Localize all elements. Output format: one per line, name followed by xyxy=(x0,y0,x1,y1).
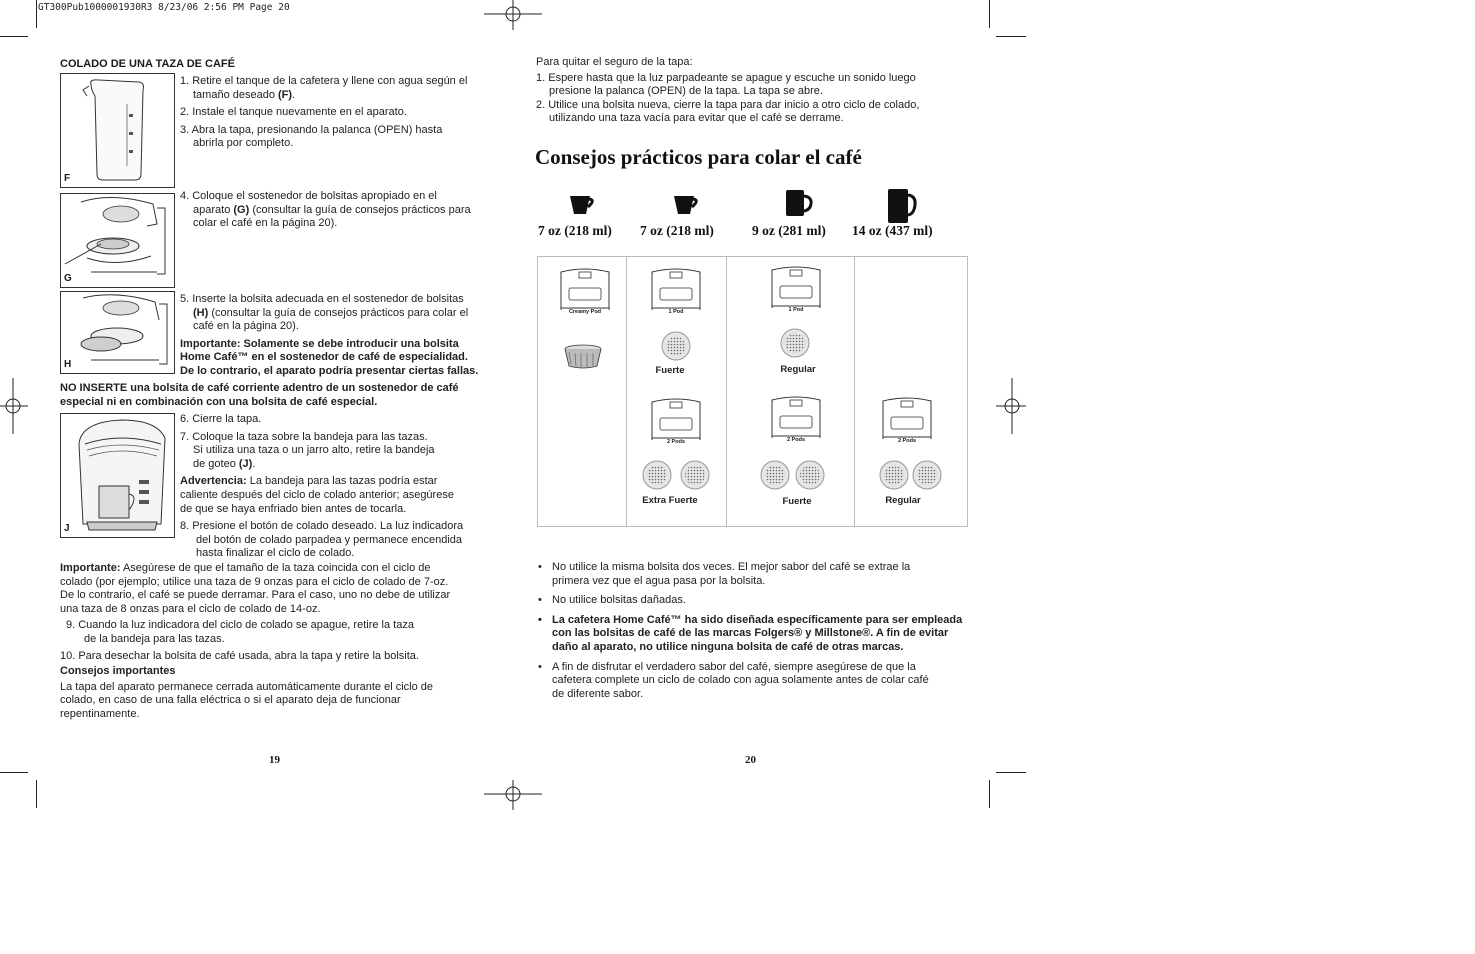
unlock-step-2-line-2: utilizando una taza vacía para evitar que el café se derrame. xyxy=(549,112,844,125)
step-9-line: 9. Cuando la luz indicadora del ciclo de colado se apague, retire la taza xyxy=(66,619,414,632)
crop-mark xyxy=(989,780,990,808)
tip-line: • A fin de disfrutar el verdadero sabor del café, siempre asegúrese de que la xyxy=(552,660,916,673)
crop-mark xyxy=(0,36,28,37)
tip-line: • La cafetera Home Café™ ha sido diseñada específicamente para ser empleada xyxy=(552,613,963,626)
step-1-line-2: tamaño deseado (F). xyxy=(193,88,296,101)
holder-label: 2 Pods xyxy=(666,439,686,445)
warning-line xyxy=(180,475,500,489)
small-cup-icon xyxy=(672,193,702,217)
unlock-step-2-line: 2. Utilice una bolsita nueva, cierre la tapa para dar inicio a otro ciclo de colado, xyxy=(536,98,920,111)
large-mug-icon xyxy=(886,187,918,225)
cup-size-label: 9 oz (281 ml) xyxy=(752,223,826,238)
strength-label: Regular xyxy=(780,364,816,375)
step-4-line-3: colar el café en la página 20). xyxy=(193,217,338,230)
crop-mark xyxy=(36,780,37,808)
step-7-line: 7. Coloque la taza sobre la bandeja para las tazas. xyxy=(180,430,428,443)
step-7-ref: (J) xyxy=(238,457,253,470)
step-7-line-2: Si utiliza una taza o un jarro alto, retire la bandeja xyxy=(193,444,435,457)
step-3-line: 3. Abra la tapa, presionando la palanca (OPEN) hasta xyxy=(180,123,443,136)
cup-size-label: 7 oz (218 ml) xyxy=(538,223,612,238)
important-line xyxy=(60,562,500,576)
table-divider xyxy=(726,256,727,526)
tip-item xyxy=(536,561,981,588)
crop-mark xyxy=(996,772,1026,773)
crop-mark xyxy=(36,0,37,28)
tips-line: La tapa del aparato permanece cerrada automáticamente durante el ciclo de xyxy=(60,680,434,693)
pod-holder-icon xyxy=(770,394,822,438)
tips-line-3: repentinamente. xyxy=(60,707,140,720)
important-label: Importante: xyxy=(60,562,121,574)
unlock-step-1-line-2: presione la palanca (OPEN) de la tapa. La tapa se abre. xyxy=(549,85,823,98)
tip-item xyxy=(536,661,981,702)
step-9-line-2: de la bandeja para las tazas. xyxy=(84,632,225,645)
holder-label: 2 Pods xyxy=(897,438,917,444)
warning-line-2: caliente después del ciclo de colado anterior; asegúrese xyxy=(180,488,454,501)
coffee-pod-icon xyxy=(661,331,691,361)
tip-line: • No utilice la misma bolsita dos veces. El mejor sabor del café se extrae la xyxy=(552,561,911,573)
crop-mark xyxy=(0,772,28,773)
table-divider xyxy=(626,256,627,526)
pod-holder-icon xyxy=(770,264,822,308)
important-paragraph xyxy=(60,562,500,722)
step-4 xyxy=(180,190,500,231)
step-10: 10. Para desechar la bolsita de café usada, abra la tapa y retire la bolsita. xyxy=(60,649,419,662)
figure-label: J xyxy=(64,523,70,534)
page-number: 20 xyxy=(745,754,756,766)
step-5-ref: (H) xyxy=(193,306,209,319)
step-8-line: 8. Presione el botón de colado deseado. La luz indicadora xyxy=(180,520,464,533)
step-3-line-2: abrirla por completo. xyxy=(193,137,294,150)
table-divider xyxy=(854,256,855,526)
step-5-line-2 xyxy=(180,307,500,321)
tips-bullet-list xyxy=(536,561,981,707)
holder-label: Creamy Pod xyxy=(568,309,602,315)
registration-mark-icon xyxy=(0,378,28,434)
small-cup-icon xyxy=(568,193,598,217)
step-1-text: tamaño deseado xyxy=(193,88,279,101)
no-insert-line: NO INSERTE una bolsita de café corriente adentro de un sostenedor de café xyxy=(60,382,459,394)
step-4-line: 4. Coloque el sostenedor de bolsitas apropiado en el xyxy=(180,190,437,202)
pod-holder-2-pods xyxy=(770,394,822,450)
print-slug: GT300Pub1000001930R3 8/23/06 2:56 PM Page 20 xyxy=(38,2,290,13)
pod-holder-1-pod xyxy=(650,266,702,322)
figure-f xyxy=(60,73,175,188)
strength-label: Extra Fuerte xyxy=(642,495,698,506)
unlock-step-1-line: 1. Espere hasta que la luz parpadeante se apague y escuche un sonido luego xyxy=(536,71,916,84)
holder-label: 2 Pods xyxy=(786,437,806,443)
step-6: 6. Cierre la tapa. xyxy=(180,413,262,425)
important-note-line-3: De lo contrario, el aparato podría presentar ciertas fallas. xyxy=(180,364,479,377)
step-4-text: aparato xyxy=(193,203,234,216)
no-insert-line-2: especial ni en combinación con una bolsita de café especial. xyxy=(60,395,378,408)
cup-size-label: 14 oz (437 ml) xyxy=(852,223,933,238)
strength-label: Regular xyxy=(885,495,921,506)
figure-label: G xyxy=(64,273,72,284)
step-4-ref: (G) xyxy=(233,203,250,216)
coffee-pod-pair-icon xyxy=(760,460,830,490)
registration-mark-icon xyxy=(484,0,542,30)
tips-title: Consejos importantes xyxy=(60,665,176,678)
pod-holder-icon xyxy=(650,396,702,440)
coffee-pod-pair-icon xyxy=(879,460,949,490)
unlock-title: Para quitar el seguro de la tapa: xyxy=(536,56,693,68)
pod-holder-2-pods xyxy=(881,395,933,451)
important-note-line: Importante: Solamente se debe introducir una bolsita xyxy=(180,337,459,350)
holder-label: 1 Pod xyxy=(668,309,684,315)
steps-6-8 xyxy=(180,413,500,561)
figure-g xyxy=(60,193,175,288)
warning-line-3: de que se haya enfriado bien antes de tocarla. xyxy=(180,502,407,515)
step-7-text: de goteo xyxy=(193,457,239,470)
step-2: 2. Instale el tanque nuevamente en el aparato. xyxy=(180,106,407,119)
crop-mark xyxy=(989,0,990,28)
tip-line: con las bolsitas de café de las marcas Folgers® y Millstone®. A fin de evitar xyxy=(552,627,949,640)
coffee-pod-pair-icon xyxy=(642,460,712,490)
figure-h xyxy=(60,291,175,374)
holder-label: 1 Pod xyxy=(788,307,804,313)
warning-label: Advertencia: xyxy=(180,475,247,488)
tip-line: primera vez que el agua pasa por la bolsita. xyxy=(552,574,766,587)
creamy-pod-cup-icon xyxy=(563,344,603,370)
pod-holder-2-pods xyxy=(650,396,702,452)
unlock-instructions xyxy=(536,56,976,126)
step-5-text: (consultar la guía de consejos prácticos para colar el xyxy=(208,306,469,319)
cup-size-label: 7 oz (218 ml) xyxy=(640,223,714,238)
tip-line: de diferente sabor. xyxy=(552,687,644,700)
step-1-ref: (F) xyxy=(278,88,293,101)
crop-mark xyxy=(996,36,1026,37)
pod-holder-creamy xyxy=(559,266,611,322)
step-5 xyxy=(180,293,500,379)
warning-text: La bandeja para las tazas podría estar xyxy=(246,475,438,488)
pod-holder-insert-illustration-icon xyxy=(61,194,174,287)
important-line-2: colado (por ejemplo; utilice una taza de 9 onzas para el ciclo de colado de 7-oz. xyxy=(60,575,449,588)
coffee-pod-icon xyxy=(780,328,810,358)
water-tank-illustration-icon xyxy=(61,74,174,187)
steps-1-3 xyxy=(180,75,500,151)
strength-label: Fuerte xyxy=(782,496,812,507)
no-insert-warning xyxy=(60,382,500,409)
important-line-3: De lo contrario, el café se puede derramar. Para el caso, uno no debe de utilizar xyxy=(60,589,451,602)
important-note-line-2: Home Café™ en el sostenedor de café de especialidad. xyxy=(180,351,468,364)
figure-label: F xyxy=(64,173,71,184)
page-number: 19 xyxy=(269,754,280,766)
tip-item xyxy=(536,594,981,608)
pod-insert-illustration-icon xyxy=(61,292,174,373)
step-7-line-3: de goteo (J). xyxy=(193,457,256,470)
figure-j xyxy=(60,413,175,538)
tips-line-2: colado, en caso de una falla eléctrica o si el aparato deja de funcionar xyxy=(60,694,401,707)
tip-line: daño al aparato, no utilice ninguna bolsita de café de otras marcas. xyxy=(552,640,904,653)
mug-icon xyxy=(784,188,814,218)
step-4-line-2 xyxy=(180,204,500,218)
step-1-line: 1. Retire el tanque de la cafetera y llene con agua según el xyxy=(180,75,468,87)
registration-mark-icon xyxy=(996,378,1026,434)
section-title: COLADO DE UNA TAZA DE CAFÉ xyxy=(60,58,235,70)
figure-label: H xyxy=(64,359,72,370)
step-4-text-2: (consultar la guía de consejos prácticos para xyxy=(249,203,471,216)
important-text: Asegúrese de que el tamaño de la taza coincida con el ciclo de xyxy=(120,562,431,574)
pod-holder-icon xyxy=(559,266,611,310)
page-heading: Consejos prácticos para colar el café xyxy=(535,145,862,169)
tip-line: • No utilice bolsitas dañadas. xyxy=(552,594,686,607)
tip-item xyxy=(536,614,981,655)
brewer-cup-illustration-icon xyxy=(61,414,174,537)
step-5-line: 5. Inserte la bolsita adecuada en el sostenedor de bolsitas xyxy=(180,293,464,305)
tip-line: cafetera complete un ciclo de colado con agua solamente antes de colar café xyxy=(552,674,929,687)
pod-holder-icon xyxy=(881,395,933,439)
registration-mark-icon xyxy=(484,780,542,810)
pod-holder-1-pod xyxy=(770,264,822,320)
step-8-line-3: hasta finalizar el ciclo de colado. xyxy=(196,547,355,560)
pod-holder-icon xyxy=(650,266,702,310)
step-8-line-2: del botón de colado parpadea y permanece encendida xyxy=(196,533,463,546)
important-line-4: una taza de 8 onzas para el ciclo de colado de 14-oz. xyxy=(60,602,321,615)
strength-label: Fuerte xyxy=(655,365,685,376)
step-5-line-3: café en la página 20). xyxy=(193,320,299,333)
